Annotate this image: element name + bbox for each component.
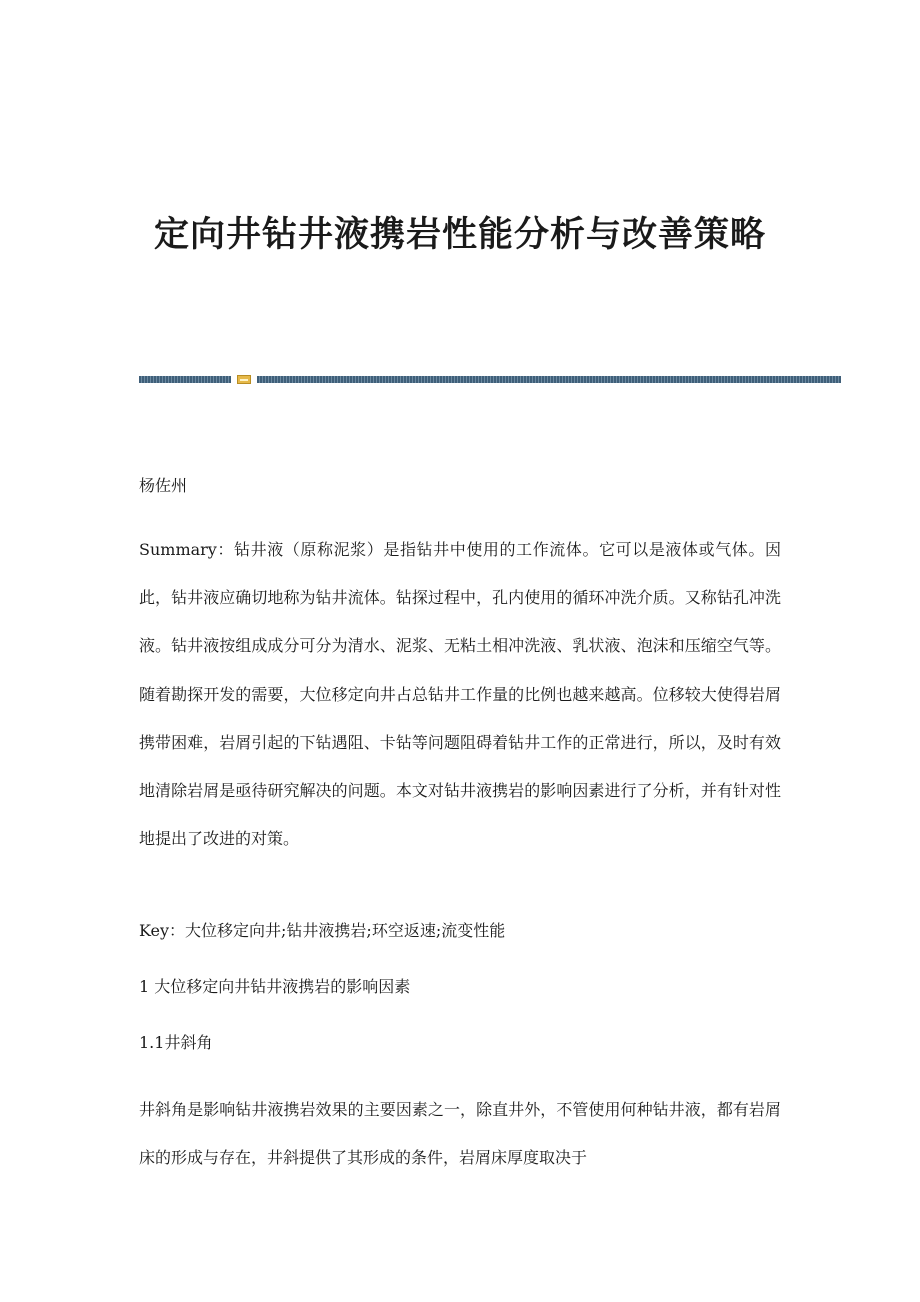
title-divider [139,375,841,384]
section-1-heading: 1 大位移定向井钻井液携岩的影响因素 [139,977,411,996]
divider-ornament-icon [237,375,251,384]
author-name: 杨佐州 [139,476,188,495]
document-title: 定向井钻井液携岩性能分析与改善策略 [153,214,766,255]
summary-paragraph: Summary：钻井液（原称泥浆）是指钻井中使用的工作流体。它可以是液体或气体。因此，钻井液应确切地称为钻井流体。钻探过程中，孔内使用的循环冲洗介质。又称钻孔冲洗液。钻井液按组成成分可分为清水、泥浆、无粘土相冲洗液、乳状液、泡沫和压缩空气等。随着勘探开发的需要，大位移定向井占总钻井工作量的比例也越来越高。位移较大使得岩屑携带困难，岩屑引起的下钻遇阻、卡钻等问题阻碍着钻井工作的正常进行，所以，及时有效地清除岩屑是亟待研究解决的问题。本文对钻井液携岩的影响因素进行了分析，并有针对性地提出了改进的对策。 [139,540,781,849]
keywords-line: Key：大位移定向井;钻井液携岩;环空返速;流变性能 [139,921,506,940]
divider-bar-left [139,376,231,383]
section-1-1-heading: 1.1井斜角 [139,1033,213,1052]
divider-bar-right [257,376,841,383]
section-1-1-paragraph: 井斜角是影响钻井液携岩效果的主要因素之一，除直井外，不管使用何种钻井液，都有岩屑床的形成与存在，井斜提供了其形成的条件，岩屑床厚度取决于 [139,1100,781,1167]
